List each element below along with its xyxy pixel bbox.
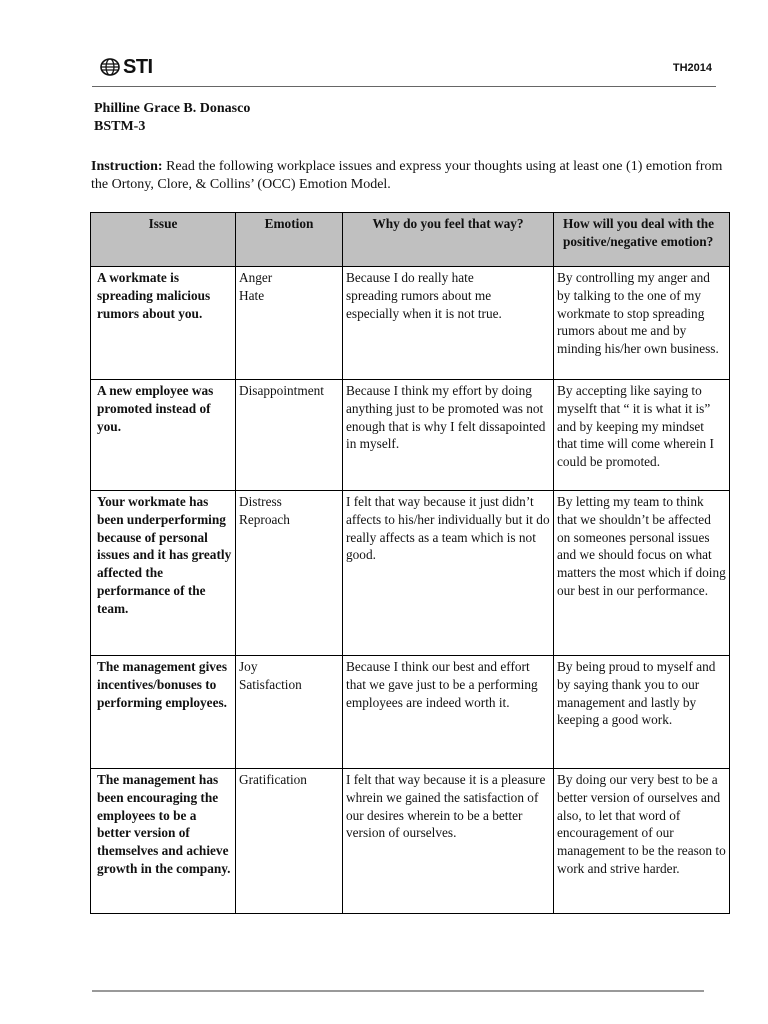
instruction-paragraph — [91, 158, 731, 194]
table-header-row — [91, 213, 730, 267]
header-why: Why do you feel that way? — [343, 213, 554, 267]
student-name: Philline Grace B. Donasco — [94, 101, 251, 116]
table-row — [91, 267, 730, 380]
document-code: TH2014 — [672, 62, 712, 74]
issue-cell: A workmate is spreading malicious rumors about you. — [91, 267, 236, 380]
logo-text: STI — [123, 55, 153, 78]
table-row — [91, 769, 730, 914]
instruction-text: Read the following workplace issues and express your thoughts using at least one (1) emotion from the Ortony, Clore, & Collins’ (OCC) Emotion Model. — [91, 159, 723, 192]
emotion-cell: Anger Hate — [236, 267, 343, 380]
issue-cell: A new employee was promoted instead of you. — [91, 380, 236, 491]
emotion-cell: Gratification — [236, 769, 343, 914]
emotion-cell: Joy Satisfaction — [236, 656, 343, 769]
how-cell: By controlling my anger and by talking to the one of my workmate to stop spreading rumors about me and by minding his/her own business. — [554, 267, 730, 380]
sti-logo — [100, 54, 153, 80]
instruction-label: Instruction: — [91, 159, 163, 174]
why-cell: I felt that way because it just didn’t affects to his/her individually but it do really affects as a team which is not good. — [343, 491, 554, 656]
issue-cell: The management has been encouraging the employees to be a better version of themselves and achieve growth in the company. — [91, 769, 236, 914]
why-cell: Because I think my effort by doing anything just to be promoted was not enough that is why I felt dissapointed in myself. — [343, 380, 554, 491]
why-cell: Because I think our best and effort that we gave just to be a performing employees are indeed worth it. — [343, 656, 554, 769]
why-cell: I felt that way because it is a pleasure whrein we gained the satisfaction of our desires wherein to be a better version of ourselves. — [343, 769, 554, 914]
issue-cell: The management gives incentives/bonuses to performing employees. — [91, 656, 236, 769]
header-issue: Issue — [91, 213, 236, 267]
table-row — [91, 656, 730, 769]
header-emotion: Emotion — [236, 213, 343, 267]
how-cell: By accepting like saying to myselft that “ it is what it is” and by keeping my mindset that time will come wherein I could be promoted. — [554, 380, 730, 491]
page-header — [92, 50, 716, 87]
issues-table — [90, 212, 730, 914]
how-cell: By letting my team to think that we shouldn’t be affected on someones personal issues and we should focus on what matters the most which if doing our best in our performance. — [554, 491, 730, 656]
globe-icon — [100, 57, 120, 77]
header-how: How will you deal with the positive/negative emotion? — [554, 213, 730, 267]
footer-divider — [92, 990, 704, 992]
how-cell: By being proud to myself and by saying thank you to our management and lastly by keeping a good work. — [554, 656, 730, 769]
why-cell: Because I do really hate spreading rumors about me especially when it is not true. — [343, 267, 554, 380]
emotion-cell: Disappointment — [236, 380, 343, 491]
student-course: BSTM-3 — [94, 119, 146, 134]
issue-cell: Your workmate has been underperforming because of personal issues and it has greatly affected the performance of the team. — [91, 491, 236, 656]
emotion-cell: Distress Reproach — [236, 491, 343, 656]
table-row — [91, 380, 730, 491]
how-cell: By doing our very best to be a better version of ourselves and also, to let that word of encouragement of our management to be the reason to work and strive harder. — [554, 769, 730, 914]
table-row — [91, 491, 730, 656]
